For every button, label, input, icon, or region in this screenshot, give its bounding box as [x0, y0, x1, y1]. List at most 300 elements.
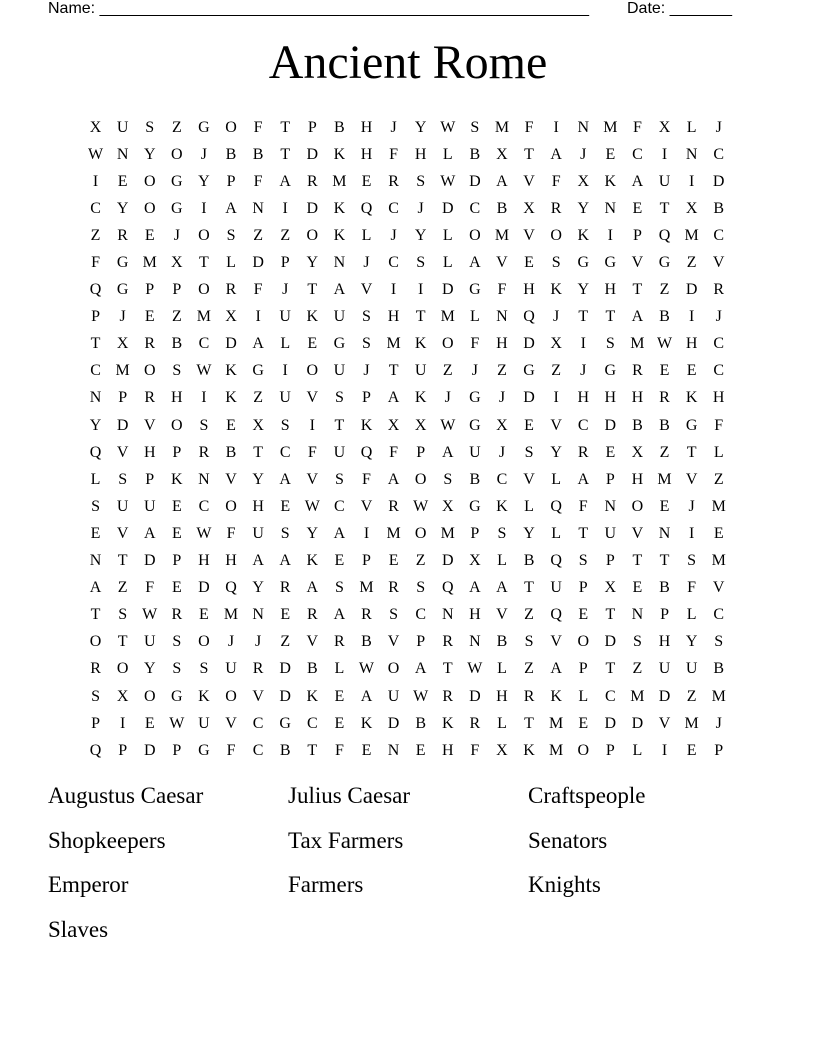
grid-letter[interactable]: T [524, 145, 534, 163]
grid-letter[interactable]: E [713, 524, 724, 542]
grid-letter[interactable]: M [440, 524, 455, 542]
grid-letter[interactable]: N [604, 199, 617, 217]
name-field[interactable]: Name: _______________________________________________________ [48, 0, 589, 17]
grid-letter[interactable]: J [227, 633, 235, 651]
grid-letter[interactable]: V [496, 606, 508, 624]
grid-letter[interactable]: S [714, 633, 724, 651]
grid-letter[interactable]: W [87, 145, 104, 163]
grid-letter[interactable]: U [469, 443, 481, 461]
grid-letter[interactable]: D [604, 416, 617, 434]
grid-letter[interactable]: Y [685, 633, 698, 651]
grid-letter[interactable]: B [415, 714, 426, 732]
grid-letter[interactable]: O [225, 687, 237, 705]
grid-letter[interactable]: D [604, 633, 617, 651]
grid-letter[interactable]: P [91, 714, 100, 732]
grid-letter[interactable]: Z [171, 308, 182, 326]
grid-letter[interactable]: V [225, 470, 237, 488]
grid-letter[interactable]: R [388, 579, 399, 597]
grid-letter[interactable]: D [279, 660, 291, 678]
grid-letter[interactable]: S [172, 660, 182, 678]
grid-letter[interactable]: K [333, 226, 346, 244]
grid-letter[interactable]: N [198, 470, 210, 488]
grid-letter[interactable]: X [496, 145, 508, 163]
grid-letter[interactable]: E [280, 497, 291, 515]
grid-letter[interactable]: Q [550, 606, 562, 624]
grid-letter[interactable]: D [685, 281, 698, 299]
grid-letter[interactable]: J [715, 118, 722, 136]
grid-letter[interactable]: E [524, 416, 534, 434]
grid-letter[interactable]: K [306, 552, 319, 570]
grid-letter[interactable]: O [143, 362, 156, 380]
grid-letter[interactable]: C [713, 335, 725, 353]
grid-letter[interactable]: U [333, 308, 346, 326]
grid-letter[interactable]: K [198, 687, 210, 705]
grid-letter[interactable]: S [524, 633, 534, 651]
grid-letter[interactable]: W [142, 606, 158, 624]
grid-letter[interactable]: B [523, 552, 535, 570]
grid-letter[interactable]: A [279, 552, 291, 570]
grid-letter[interactable]: W [304, 497, 320, 515]
grid-letter[interactable]: J [471, 362, 478, 380]
grid-letter[interactable]: G [198, 741, 210, 759]
grid-letter[interactable]: D [441, 281, 454, 299]
grid-letter[interactable]: R [550, 199, 562, 217]
grid-letter[interactable]: E [361, 172, 372, 190]
grid-letter[interactable]: L [361, 226, 372, 244]
grid-letter[interactable]: P [470, 524, 480, 542]
grid-letter[interactable]: O [171, 416, 183, 434]
grid-letter[interactable]: W [413, 687, 429, 705]
grid-letter[interactable]: Z [442, 362, 453, 380]
grid-letter[interactable]: L [334, 660, 345, 678]
grid-letter[interactable]: S [145, 118, 155, 136]
grid-letter[interactable]: Q [89, 443, 102, 461]
grid-letter[interactable]: K [225, 389, 237, 407]
grid-letter[interactable]: D [441, 199, 454, 217]
grid-letter[interactable]: Z [632, 660, 643, 678]
grid-letter[interactable]: Y [143, 660, 156, 678]
grid-letter[interactable]: P [416, 633, 426, 651]
grid-letter[interactable]: V [360, 497, 373, 515]
grid-letter[interactable]: S [199, 660, 209, 678]
grid-letter[interactable]: Z [280, 226, 291, 244]
grid-letter[interactable]: S [605, 335, 615, 353]
grid-letter[interactable]: C [415, 606, 426, 624]
grid-letter[interactable]: L [497, 660, 507, 678]
grid-letter[interactable]: C [496, 470, 508, 488]
grid-letter[interactable]: W [467, 660, 483, 678]
grid-letter[interactable]: S [172, 362, 182, 380]
grid-letter[interactable]: I [309, 416, 315, 434]
grid-letter[interactable]: F [253, 118, 263, 136]
grid-letter[interactable]: X [496, 741, 508, 759]
grid-letter[interactable]: I [553, 389, 559, 407]
grid-letter[interactable]: O [631, 497, 644, 515]
grid-letter[interactable]: X [577, 172, 590, 190]
grid-letter[interactable]: P [632, 226, 642, 244]
grid-letter[interactable]: V [116, 443, 129, 461]
grid-letter[interactable]: T [605, 660, 616, 678]
grid-letter[interactable]: O [469, 226, 481, 244]
grid-letter[interactable]: Z [659, 443, 670, 461]
grid-letter[interactable]: T [686, 443, 697, 461]
grid-letter[interactable]: B [252, 145, 264, 163]
grid-letter[interactable]: A [387, 389, 400, 407]
grid-letter[interactable]: S [389, 606, 399, 624]
grid-letter[interactable]: R [577, 443, 589, 461]
grid-letter[interactable]: U [279, 389, 291, 407]
grid-letter[interactable]: Q [360, 443, 373, 461]
grid-letter[interactable]: W [656, 335, 673, 353]
grid-letter[interactable]: T [90, 606, 101, 624]
grid-letter[interactable]: V [523, 172, 535, 190]
grid-letter[interactable]: G [252, 362, 264, 380]
grid-letter[interactable]: A [631, 308, 644, 326]
grid-letter[interactable]: S [362, 335, 371, 353]
grid-letter[interactable]: T [524, 714, 534, 732]
grid-letter[interactable]: K [225, 362, 237, 380]
grid-letter[interactable]: Q [89, 281, 102, 299]
grid-letter[interactable]: V [252, 687, 264, 705]
grid-letter[interactable]: I [688, 308, 695, 326]
grid-letter[interactable]: R [225, 281, 237, 299]
grid-letter[interactable]: M [630, 687, 645, 705]
grid-letter[interactable]: T [659, 199, 670, 217]
grid-letter[interactable]: P [280, 254, 290, 272]
grid-letter[interactable]: P [362, 389, 371, 407]
grid-letter[interactable]: G [685, 416, 698, 434]
grid-letter[interactable]: Z [551, 362, 562, 380]
grid-letter[interactable]: C [252, 741, 264, 759]
grid-letter[interactable]: J [580, 145, 587, 163]
grid-letter[interactable]: D [387, 714, 400, 732]
grid-letter[interactable]: O [143, 172, 156, 190]
grid-letter[interactable]: L [442, 226, 453, 244]
grid-letter[interactable]: C [713, 226, 725, 244]
grid-letter[interactable]: J [498, 443, 506, 461]
grid-letter[interactable]: S [416, 172, 426, 190]
grid-letter[interactable]: F [226, 524, 236, 542]
grid-letter[interactable]: I [119, 714, 126, 732]
grid-letter[interactable]: F [145, 579, 155, 597]
grid-letter[interactable]: R [523, 687, 535, 705]
grid-letter[interactable]: H [604, 389, 617, 407]
grid-letter[interactable]: V [116, 524, 129, 542]
grid-letter[interactable]: R [117, 226, 128, 244]
grid-letter[interactable]: R [659, 389, 670, 407]
grid-letter[interactable]: Z [415, 552, 426, 570]
grid-letter[interactable]: F [470, 741, 480, 759]
grid-letter[interactable]: H [631, 389, 644, 407]
grid-letter[interactable]: F [497, 281, 507, 299]
grid-letter[interactable]: W [196, 362, 212, 380]
grid-letter[interactable]: P [605, 470, 615, 488]
grid-letter[interactable]: J [715, 308, 722, 326]
grid-letter[interactable]: M [359, 579, 374, 597]
grid-letter[interactable]: P [605, 741, 615, 759]
grid-letter[interactable]: H [171, 389, 183, 407]
grid-letter[interactable]: M [549, 714, 564, 732]
grid-letter[interactable]: V [712, 254, 725, 272]
grid-letter[interactable]: C [334, 497, 345, 515]
grid-letter[interactable]: D [469, 687, 481, 705]
grid-letter[interactable]: S [118, 470, 128, 488]
grid-letter[interactable]: A [252, 552, 264, 570]
grid-letter[interactable]: Y [523, 524, 535, 542]
grid-letter[interactable]: P [91, 308, 100, 326]
grid-letter[interactable]: C [388, 254, 399, 272]
grid-letter[interactable]: X [252, 416, 264, 434]
grid-letter[interactable]: A [469, 579, 481, 597]
grid-letter[interactable]: S [172, 633, 182, 651]
grid-letter[interactable]: P [416, 443, 426, 461]
grid-letter[interactable]: Z [524, 606, 534, 624]
grid-letter[interactable]: L [497, 552, 507, 570]
grid-letter[interactable]: M [494, 118, 510, 136]
grid-letter[interactable]: C [198, 497, 210, 515]
grid-letter[interactable]: F [389, 443, 399, 461]
grid-letter[interactable]: R [198, 443, 210, 461]
grid-letter[interactable]: L [226, 254, 236, 272]
grid-letter[interactable]: X [604, 579, 617, 597]
grid-letter[interactable]: K [550, 687, 562, 705]
grid-letter[interactable]: P [362, 552, 371, 570]
grid-letter[interactable]: N [252, 606, 264, 624]
grid-letter[interactable]: T [632, 552, 643, 570]
grid-letter[interactable]: M [684, 714, 699, 732]
grid-letter[interactable]: I [363, 524, 370, 542]
grid-letter[interactable]: N [604, 497, 617, 515]
grid-letter[interactable]: P [145, 281, 155, 299]
grid-letter[interactable]: E [388, 552, 399, 570]
grid-letter[interactable]: A [333, 281, 346, 299]
grid-letter[interactable]: M [332, 172, 347, 190]
grid-letter[interactable]: L [713, 443, 724, 461]
grid-letter[interactable]: E [117, 172, 128, 190]
grid-letter[interactable]: W [440, 118, 456, 136]
grid-letter[interactable]: G [523, 362, 535, 380]
grid-letter[interactable]: X [116, 687, 129, 705]
grid-letter[interactable]: O [577, 741, 590, 759]
grid-letter[interactable]: K [414, 335, 427, 353]
grid-letter[interactable]: A [441, 443, 454, 461]
grid-letter[interactable]: A [225, 199, 237, 217]
grid-letter[interactable]: S [91, 687, 100, 705]
grid-letter[interactable]: F [578, 497, 588, 515]
grid-letter[interactable]: D [143, 552, 156, 570]
grid-letter[interactable]: Y [116, 199, 129, 217]
grid-letter[interactable]: W [440, 416, 456, 434]
grid-letter[interactable]: M [630, 335, 645, 353]
grid-letter[interactable]: G [171, 172, 183, 190]
grid-letter[interactable]: S [497, 524, 507, 542]
grid-letter[interactable]: K [360, 714, 373, 732]
grid-letter[interactable]: V [550, 633, 562, 651]
grid-letter[interactable]: V [685, 470, 698, 488]
grid-letter[interactable]: F [226, 741, 236, 759]
grid-letter[interactable]: F [714, 416, 724, 434]
grid-letter[interactable]: Q [658, 226, 671, 244]
grid-letter[interactable]: L [280, 335, 291, 353]
grid-letter[interactable]: D [252, 254, 264, 272]
grid-letter[interactable]: K [306, 687, 319, 705]
grid-letter[interactable]: W [413, 497, 429, 515]
grid-letter[interactable]: C [713, 145, 725, 163]
grid-letter[interactable]: I [92, 172, 99, 190]
grid-letter[interactable]: T [524, 579, 534, 597]
grid-letter[interactable]: W [196, 524, 212, 542]
grid-letter[interactable]: Y [550, 443, 562, 461]
grid-letter[interactable]: V [143, 416, 156, 434]
grid-letter[interactable]: S [226, 226, 236, 244]
grid-letter[interactable]: J [282, 281, 289, 299]
grid-letter[interactable]: P [660, 606, 669, 624]
grid-letter[interactable]: J [200, 145, 208, 163]
grid-letter[interactable]: S [280, 416, 290, 434]
grid-letter[interactable]: R [90, 660, 101, 678]
grid-letter[interactable]: N [658, 524, 671, 542]
grid-letter[interactable]: Z [713, 470, 724, 488]
grid-letter[interactable]: O [306, 362, 319, 380]
grid-letter[interactable]: O [89, 633, 102, 651]
grid-letter[interactable]: T [117, 633, 128, 651]
grid-letter[interactable]: M [196, 308, 212, 326]
grid-letter[interactable]: C [90, 199, 101, 217]
grid-letter[interactable]: H [685, 335, 698, 353]
grid-letter[interactable]: H [469, 606, 481, 624]
grid-letter[interactable]: C [388, 199, 399, 217]
grid-letter[interactable]: Q [360, 199, 373, 217]
grid-letter[interactable]: M [684, 226, 699, 244]
grid-letter[interactable]: J [363, 254, 370, 272]
grid-letter[interactable]: A [279, 172, 291, 190]
grid-letter[interactable]: L [442, 145, 453, 163]
grid-letter[interactable]: V [360, 281, 373, 299]
grid-letter[interactable]: O [414, 524, 427, 542]
grid-letter[interactable]: B [306, 660, 318, 678]
grid-letter[interactable]: I [282, 199, 288, 217]
grid-letter[interactable]: Y [577, 281, 590, 299]
grid-letter[interactable]: X [523, 199, 535, 217]
grid-letter[interactable]: G [116, 281, 129, 299]
grid-letter[interactable]: J [390, 118, 397, 136]
grid-letter[interactable]: Z [253, 389, 263, 407]
grid-letter[interactable]: T [632, 281, 643, 299]
grid-letter[interactable]: M [494, 226, 510, 244]
grid-letter[interactable]: Z [524, 660, 534, 678]
grid-letter[interactable]: B [713, 199, 725, 217]
grid-letter[interactable]: X [550, 335, 562, 353]
grid-letter[interactable]: S [199, 416, 209, 434]
grid-letter[interactable]: C [577, 416, 589, 434]
grid-letter[interactable]: L [686, 118, 697, 136]
grid-letter[interactable]: C [713, 362, 725, 380]
grid-letter[interactable]: A [333, 524, 346, 542]
grid-letter[interactable]: C [279, 443, 291, 461]
grid-letter[interactable]: Z [253, 226, 263, 244]
grid-letter[interactable]: Q [550, 497, 562, 515]
grid-letter[interactable]: S [524, 443, 534, 461]
grid-letter[interactable]: Z [280, 633, 291, 651]
grid-letter[interactable]: L [469, 308, 480, 326]
grid-letter[interactable]: R [279, 579, 291, 597]
grid-letter[interactable]: E [632, 199, 643, 217]
grid-letter[interactable]: I [201, 389, 207, 407]
grid-letter[interactable]: C [198, 335, 210, 353]
grid-letter[interactable]: U [604, 524, 617, 542]
grid-letter[interactable]: H [604, 281, 617, 299]
grid-letter[interactable]: U [143, 633, 156, 651]
grid-letter[interactable]: T [199, 254, 209, 272]
grid-letter[interactable]: E [361, 741, 372, 759]
grid-letter[interactable]: I [580, 335, 586, 353]
grid-letter[interactable]: U [143, 497, 156, 515]
grid-letter[interactable]: B [632, 416, 643, 434]
grid-letter[interactable]: V [306, 470, 319, 488]
grid-letter[interactable]: W [358, 660, 375, 678]
grid-letter[interactable]: Z [90, 226, 101, 244]
grid-letter[interactable]: Q [550, 552, 562, 570]
grid-letter[interactable]: G [469, 281, 481, 299]
grid-letter[interactable]: H [225, 552, 237, 570]
grid-letter[interactable]: P [226, 172, 236, 190]
grid-letter[interactable]: B [279, 741, 291, 759]
grid-letter[interactable]: U [333, 362, 346, 380]
grid-letter[interactable]: M [440, 308, 455, 326]
grid-letter[interactable]: Q [225, 579, 237, 597]
grid-letter[interactable]: E [578, 606, 589, 624]
grid-letter[interactable]: K [333, 199, 346, 217]
grid-letter[interactable]: C [252, 714, 264, 732]
grid-letter[interactable]: U [279, 308, 291, 326]
grid-letter[interactable]: F [307, 443, 317, 461]
grid-letter[interactable]: M [386, 524, 401, 542]
grid-letter[interactable]: P [172, 741, 182, 759]
grid-letter[interactable]: K [577, 226, 590, 244]
grid-letter[interactable]: X [225, 308, 237, 326]
grid-letter[interactable]: E [144, 308, 155, 326]
grid-letter[interactable]: S [551, 254, 561, 272]
grid-letter[interactable]: D [631, 714, 644, 732]
grid-letter[interactable]: T [253, 443, 263, 461]
grid-letter[interactable]: Y [414, 226, 427, 244]
grid-letter[interactable]: F [687, 579, 697, 597]
grid-letter[interactable]: X [658, 118, 671, 136]
grid-letter[interactable]: R [632, 362, 643, 380]
grid-letter[interactable]: K [441, 714, 454, 732]
grid-letter[interactable]: E [632, 579, 643, 597]
grid-letter[interactable]: N [89, 552, 102, 570]
grid-letter[interactable]: G [171, 199, 183, 217]
grid-letter[interactable]: D [523, 335, 535, 353]
grid-letter[interactable]: J [390, 226, 397, 244]
grid-letter[interactable]: E [686, 741, 697, 759]
grid-letter[interactable]: Y [306, 524, 319, 542]
grid-letter[interactable]: X [116, 335, 129, 353]
grid-letter[interactable]: O [225, 497, 237, 515]
grid-letter[interactable]: P [172, 443, 182, 461]
grid-letter[interactable]: C [713, 606, 725, 624]
grid-letter[interactable]: K [685, 389, 698, 407]
grid-letter[interactable]: G [604, 362, 617, 380]
grid-letter[interactable]: E [686, 362, 697, 380]
grid-letter[interactable]: O [198, 281, 210, 299]
grid-letter[interactable]: T [605, 606, 616, 624]
grid-letter[interactable]: L [497, 714, 507, 732]
grid-letter[interactable]: G [604, 254, 617, 272]
grid-letter[interactable]: S [470, 118, 480, 136]
grid-letter[interactable]: O [198, 226, 210, 244]
